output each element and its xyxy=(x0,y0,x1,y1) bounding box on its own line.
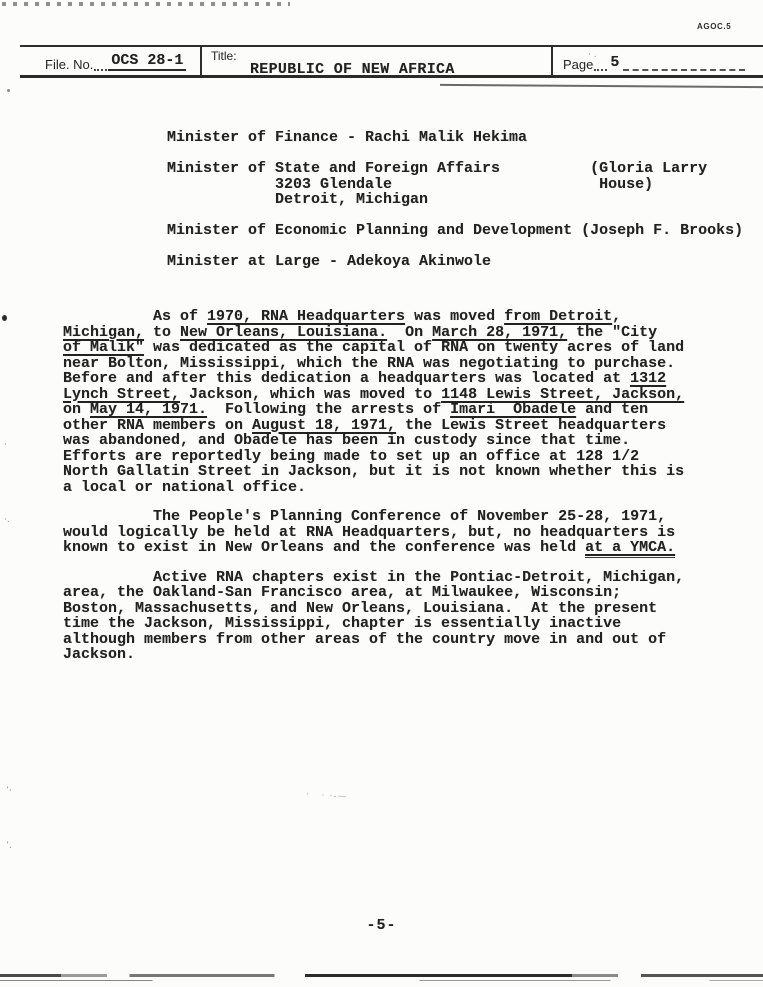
scan-blob xyxy=(2,315,7,321)
scan-speck: ’· xyxy=(6,786,12,796)
text-line xyxy=(167,146,743,162)
text-segment: to xyxy=(144,323,181,341)
top-edge-dashed-line xyxy=(2,2,290,6)
fill-in-rule xyxy=(623,57,745,71)
text-line: Minister of State and Foreign Affairs (Gloria Larry xyxy=(167,160,708,177)
title-label: Title: xyxy=(211,49,237,63)
text-segment: Jackson. xyxy=(63,646,136,663)
text-segment: on xyxy=(63,401,91,418)
text-segment: the Lewis Street headquarters xyxy=(396,416,667,434)
scan-speck xyxy=(7,89,10,92)
text-line xyxy=(63,387,684,403)
ministers-list xyxy=(167,130,743,270)
paragraph-active-chapters xyxy=(63,570,684,663)
file-number-cell xyxy=(20,47,202,75)
text-line: Minister of Finance - Rachi Malik Hekima xyxy=(167,129,528,146)
text-line xyxy=(63,480,684,496)
scan-speck: ’. xyxy=(6,841,12,851)
text-segment: , xyxy=(612,308,622,325)
dotted-leader xyxy=(94,58,107,71)
underlined-phrase: 1970, RNA Headquarters xyxy=(207,308,406,325)
text-segment: time the Jackson, Mississippi, chapter is essentially inactive xyxy=(63,615,622,632)
text-segment: The People's Planning Conference of November 25-28, 1971, xyxy=(63,508,667,525)
text-line: Minister of Economic Planning and Development (Joseph F. Brooks) xyxy=(167,222,744,239)
document-body xyxy=(63,309,684,677)
text-segment: On xyxy=(387,323,433,341)
text-line xyxy=(63,309,684,325)
footer-page-number: -5- xyxy=(366,917,397,934)
text-line xyxy=(63,433,684,449)
underlined-phrase: August 18, 1971, xyxy=(252,416,397,434)
underlined-phrase: March 28, 1971, xyxy=(432,323,568,341)
text-segment: was dedicated as the capital of RNA on twenty acres of land xyxy=(144,339,685,356)
text-line xyxy=(63,601,684,617)
underlined-phrase: Imari Obadele xyxy=(450,401,577,418)
file-no-label: File. No. xyxy=(45,57,94,72)
text-line xyxy=(63,340,684,356)
text-line xyxy=(63,509,684,525)
text-segment: was moved xyxy=(405,308,505,325)
text-line xyxy=(63,525,684,541)
text-line xyxy=(63,632,684,648)
text-line xyxy=(63,647,684,663)
text-line xyxy=(63,325,684,341)
scan-speck: · . xyxy=(588,50,597,60)
title-cell xyxy=(202,47,553,78)
text-segment: North Gallatin Street in Jackson, but it is not known whether this is xyxy=(63,463,685,480)
text-segment: Before and after this dedication a headquarters was located at xyxy=(63,370,631,387)
text-line xyxy=(63,540,684,556)
text-segment: a local or national office. xyxy=(63,478,307,496)
text-line xyxy=(63,616,684,632)
text-line xyxy=(63,464,684,480)
underlined-phrase: Michigan, xyxy=(63,323,145,341)
text-segment: near Bolton, Mississippi, which the RNA was negotiating to purchase. xyxy=(63,354,676,372)
paragraph-headquarters-history xyxy=(63,309,684,495)
underlined-phrase: Lynch Street, xyxy=(63,385,181,403)
text-line xyxy=(63,449,684,465)
underlined-phrase: from Detroit xyxy=(504,308,613,325)
page-label: Page xyxy=(563,57,594,72)
page-number-value: 5 xyxy=(610,54,620,71)
underlined-phrase: May 14, 1971. xyxy=(90,401,208,418)
paragraph-planning-conference xyxy=(63,509,684,556)
scan-speck: · xyxy=(4,440,7,450)
text-line xyxy=(63,356,684,372)
underlined-phrase: New Orleans, Louisiana. xyxy=(180,323,388,341)
text-line xyxy=(167,239,743,255)
bottom-rule-secondary xyxy=(0,980,763,981)
text-line xyxy=(167,208,743,224)
text-segment: known to exist in New Orleans and the conference was held xyxy=(63,539,586,556)
faint-scribble: · · ·‐⁓ xyxy=(305,789,348,803)
text-line xyxy=(63,402,684,418)
text-segment: although members from other areas of the country move in and out of xyxy=(63,630,667,648)
underlined-phrase: at a YMCA. xyxy=(585,539,676,556)
stamp-code: AGOC.5 xyxy=(697,22,732,31)
text-line xyxy=(63,585,684,601)
text-segment: was abandoned, and Obadele has been in custody since that time. xyxy=(63,432,631,449)
header-rule-shadow xyxy=(440,84,763,88)
page-number-cell xyxy=(553,47,763,75)
text-segment: area, the Oakland-San Francisco area, at Milwaukee, Wisconsin; xyxy=(63,584,622,601)
text-segment: would logically be held at RNA Headquarters, but, no headquarters is xyxy=(63,523,676,541)
text-segment: Active RNA chapters exist in the Pontiac-Detroit, Michigan, xyxy=(63,568,685,586)
text-segment: other RNA members on xyxy=(63,416,253,434)
underlined-phrase: 1148 Lewis Street, Jackson, xyxy=(441,385,685,403)
text-segment: Boston, Massachusetts, and New Orleans, Louisiana. At the present xyxy=(63,599,658,617)
text-line xyxy=(63,418,684,434)
underlined-phrase: of Malik" xyxy=(63,339,145,356)
text-segment: As of xyxy=(63,308,208,325)
scan-speck: ·. xyxy=(4,515,10,525)
document-title: REPUBLIC OF NEW AFRICA xyxy=(250,61,455,78)
text-line: Detroit, Michigan xyxy=(167,191,429,208)
text-line: Minister at Large - Adekoya Akinwole xyxy=(167,253,492,270)
text-segment: the "City xyxy=(567,323,658,341)
file-header-table xyxy=(20,45,763,78)
text-segment: Jackson, which was moved to xyxy=(180,385,442,403)
text-line: 3203 Glendale House) xyxy=(167,175,654,193)
underlined-phrase: 1312 xyxy=(630,370,667,387)
file-no-value: OCS 28-1 xyxy=(108,53,186,71)
text-line xyxy=(63,570,684,586)
text-segment: and ten xyxy=(576,401,649,418)
bottom-rule-primary xyxy=(0,974,763,977)
text-line xyxy=(63,371,684,387)
text-segment: Efforts are reportedly being made to set up an office at 128 1/2 xyxy=(63,447,640,465)
text-segment: Following the arrests of xyxy=(207,401,451,418)
